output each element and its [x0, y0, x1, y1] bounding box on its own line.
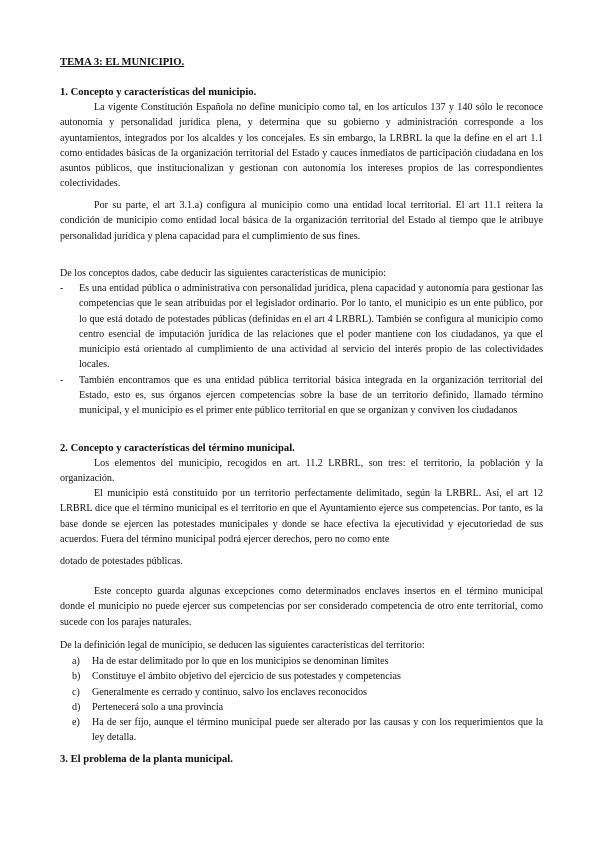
list-item	[60, 373, 543, 419]
list-letter: c)	[72, 686, 80, 698]
list-item	[72, 654, 543, 669]
section-2-paragraph-2b: dotado de potestades públicas.	[60, 556, 183, 567]
document-title: TEMA 3: EL MUNICIPIO.	[60, 57, 185, 68]
bullet-marker: -	[60, 283, 64, 294]
list-item	[60, 281, 543, 373]
list-item	[72, 669, 543, 684]
section-2-lettered-list	[72, 654, 543, 746]
section-2-paragraph-2: El municipio está constituido por un territorio perfectamente delimitado, según la LRBRL. Así, el art 12 LRBRL dice que el término municipal es el territorio en que el Ayuntamiento ejerce sus competencias. Por tanto, es la base donde se ejercen las potestades municipales y donde se hace efectiva la ejecutividad y ejecutoriedad de sus acuerdos. Fuera del término municipal podrá ejercer derechos, pero no como ente	[60, 488, 543, 545]
list-item	[72, 700, 543, 715]
list-item-text: Ha de estar delimitado por lo que en los municipios se denominan límites	[92, 656, 389, 667]
section-2-paragraph-4: De la definición legal de municipio, se deducen las siguientes características del territorio:	[60, 640, 425, 651]
list-letter: b)	[72, 671, 81, 683]
list-letter: a)	[72, 656, 80, 667]
bullet-text: También encontramos que es una entidad pública territorial básica integrada en la organización territorial del Estado, esto es, sus órganos ejercen competencias sobre la base de un territorio definido, llamado término municipal, y el municipio es el primer ente público territorial en que se organizan y conviven los ciudadanos	[79, 374, 543, 417]
list-letter: e)	[72, 717, 80, 729]
list-item-text: Generalmente es cerrado y continuo, salvo los enclaves reconocidos	[92, 686, 367, 698]
list-item	[72, 715, 543, 746]
bullet-text: Es una entidad pública o administrativa con personalidad jurídica, plena capacidad y autonomía para gestionar las competencias que le sean atribuidas por el legislador ordinario. Por lo tanto, el municipio es un ente público, por lo que está dotado de potestades públicas (definidas en el art 4 LRBRL). También se configura al municipio como centro esencial de imputación jurídica de las relaciones que el poder mantiene con los ciudadanos, ya que el municipio está orientado al cumplimiento de una actividad al servicio del interés propio de las colectividades locales.	[79, 283, 543, 371]
section-1-paragraph-2: Por su parte, el art 3.1.a) configura al municipio como una entidad local territorial. El art 11.1 reitera la condición de municipio como entidad local básica de la organización territorial del Estado al tiempo que le atribuye personalidad jurídica y plena capacidad para el cumplimiento de sus fines.	[60, 200, 543, 242]
section-1-heading: 1. Concepto y características del municipio.	[60, 87, 257, 98]
list-item	[72, 685, 543, 700]
bullet-marker: -	[60, 374, 64, 386]
section-3-heading: 3. El problema de la planta municipal.	[60, 754, 233, 765]
section-2-paragraph-3: Este concepto guarda algunas excepciones como determinados enclaves insertos en el término municipal donde el municipio no puede ejercer sus competencias por ser considerado competencia de otro ente territorial, como sucede con los parajes naturales.	[60, 586, 543, 628]
section-1-paragraph-3: De los conceptos dados, cabe deducir las siguientes características de municipio:	[60, 268, 386, 279]
list-letter: d)	[72, 701, 81, 713]
section-2-paragraph-1: Los elementos del municipio, recogidos en art. 11.2 LRBRL, son tres: el territorio, la población y la organización.	[60, 458, 543, 485]
section-2-heading: 2. Concepto y características del término municipal.	[60, 443, 295, 454]
list-item-text: Constituye el ámbito objetivo del ejercicio de sus potestades y competencias	[92, 671, 401, 683]
section-1-paragraph-1: La vigente Constitución Española no define municipio como tal, en los artículos 137 y 140 sólo le reconoce autonomía y personalidad jurídica plena, y determina que su gobierno y administración corresponde a los ayuntamientos, integrados por los alcaldes y los concejales. Es sin embargo, la LRBRL la que la define en el art 1.1 como entidades básicas de la organización territorial del Estado y cauces inmediatos de participación ciudadana en los asuntos públicos, que institucionalizan y gestionan con autonomía los intereses propios de las correspondientes colectividades.	[60, 102, 543, 190]
list-item-text: Pertenecerá solo a una provincia	[92, 701, 224, 713]
list-item-text: Ha de ser fijo, aunque el término municipal puede ser alterado por las causas y con los requerimientos que la ley detalla.	[92, 717, 543, 744]
section-1-bullet-list	[60, 281, 543, 419]
